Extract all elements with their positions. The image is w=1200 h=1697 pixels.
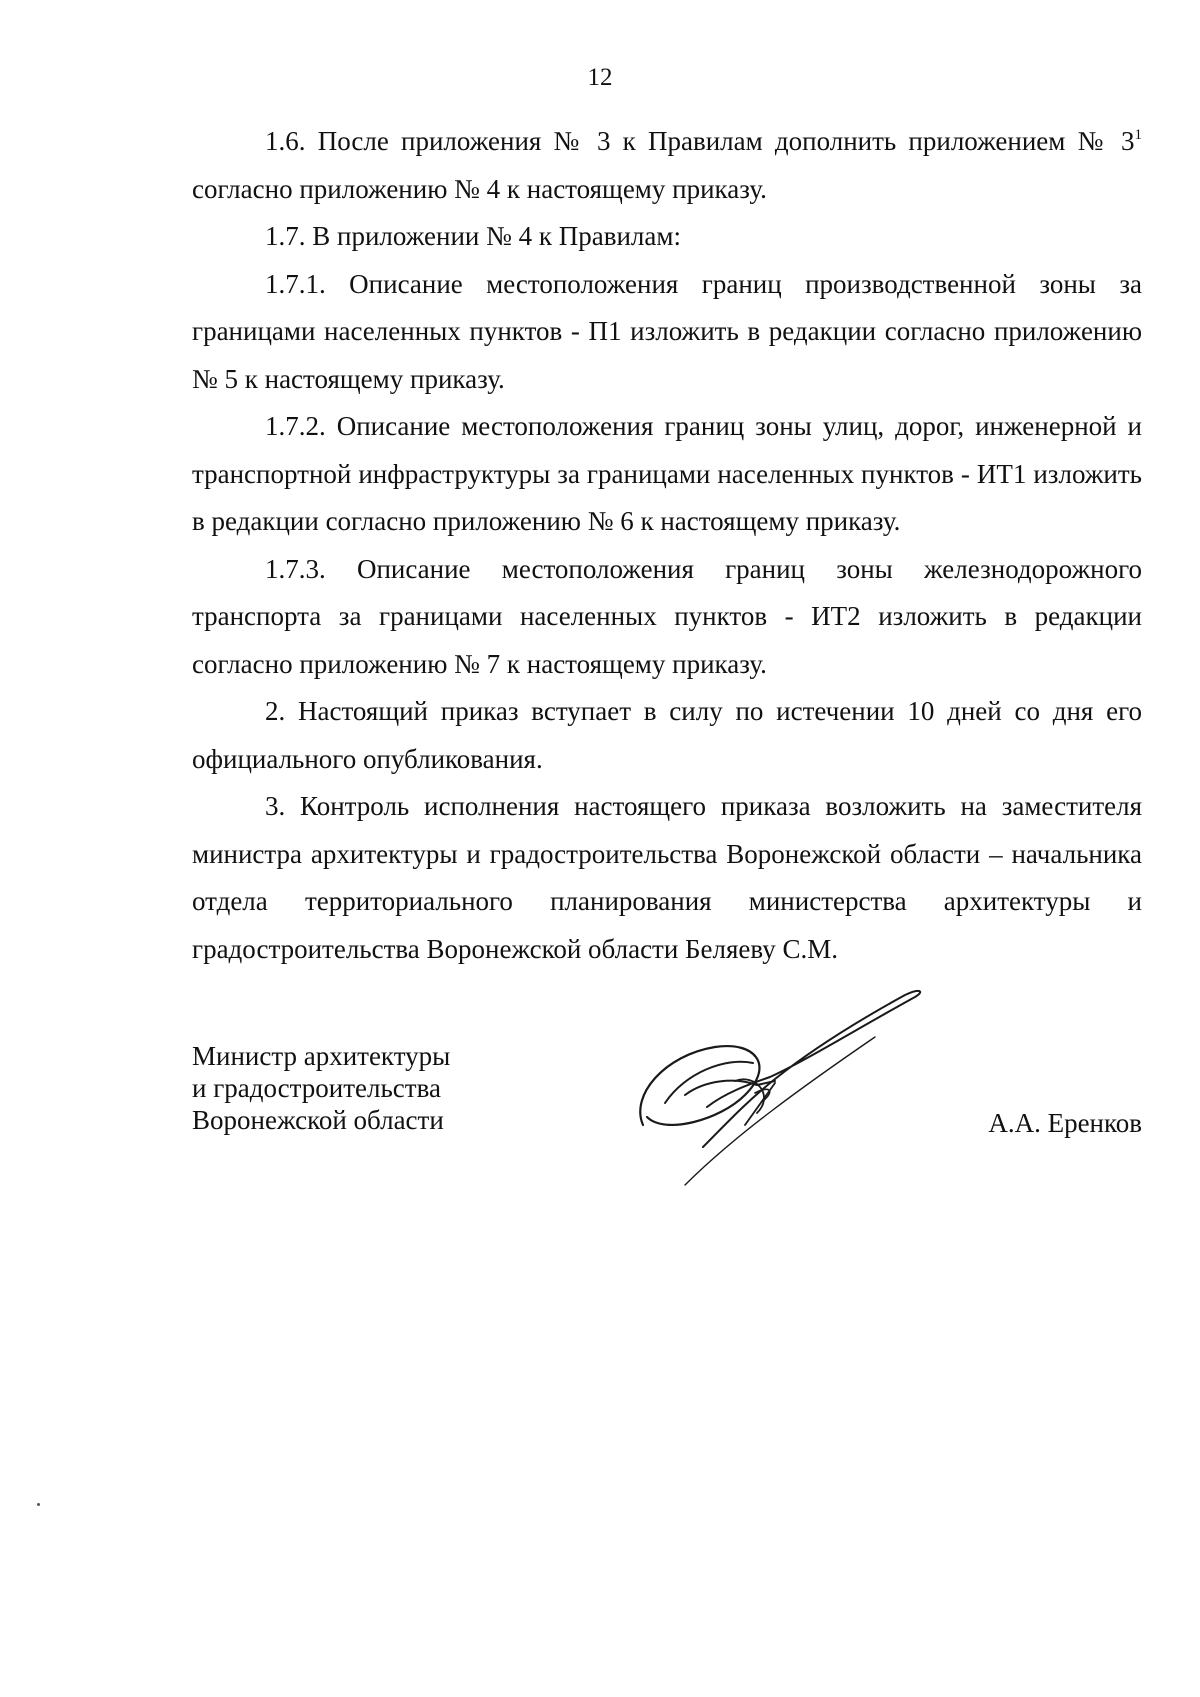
paragraph-2: 2. Настоящий приказ вступает в силу по истечении 10 дней со дня его официального опубликования. bbox=[192, 696, 1142, 774]
paragraph-1-6-text-b: согласно приложению № 4 к настоящему приказу. bbox=[192, 173, 767, 204]
paragraph-1-7-2: 1.7.2. Описание местоположения границ зоны улиц, дорог, инженерной и транспортной инфраструктуры за границами населенных пунктов - ИТ1 изложить в редакции согласно приложению № 6 к настоящему приказу. bbox=[192, 411, 1142, 536]
signer-name: А.А. Еренков bbox=[988, 1108, 1142, 1138]
paragraph-1-6-superscript: 1 bbox=[1134, 127, 1142, 143]
signer-title-line-2: и градостроительства bbox=[192, 1073, 441, 1103]
paragraph-3: 3. Контроль исполнения настоящего приказа возложить на заместителя министра архитектуры и градостроительства Воронежской области – начальника отдела территориального планирования министерства архитектуры и градостроительства Воронежской области Беляеву С.М. bbox=[192, 791, 1142, 964]
document-body bbox=[192, 118, 1142, 973]
paragraph-1-7-1: 1.7.1. Описание местоположения границ производственной зоны за границами населенных пунктов - П1 изложить в редакции согласно приложению № 5 к настоящему приказу. bbox=[192, 268, 1142, 394]
signer-title-line-3: Воронежской области bbox=[192, 1105, 444, 1135]
paragraph-1-6-text-a: 1.6. После приложения № 3 к Правилам дополнить приложением № 3 bbox=[265, 126, 1135, 156]
paragraph-1-7-3: 1.7.3. Описание местоположения границ зоны железнодорожного транспорта за границами населенных пунктов - ИТ2 изложить в редакции согласно приложению № 7 к настоящему приказу. bbox=[192, 553, 1142, 679]
handwritten-signature-image bbox=[625, 985, 985, 1205]
scan-speck bbox=[37, 1503, 40, 1506]
paragraph-1-6 bbox=[192, 118, 1142, 213]
signer-title-line-1: Министр архитектуры bbox=[192, 1041, 451, 1071]
signer-title-block bbox=[192, 1040, 450, 1136]
page-number: 12 bbox=[587, 64, 613, 91]
paragraph-1-7: 1.7. В приложении № 4 к Правилам: bbox=[265, 221, 681, 251]
